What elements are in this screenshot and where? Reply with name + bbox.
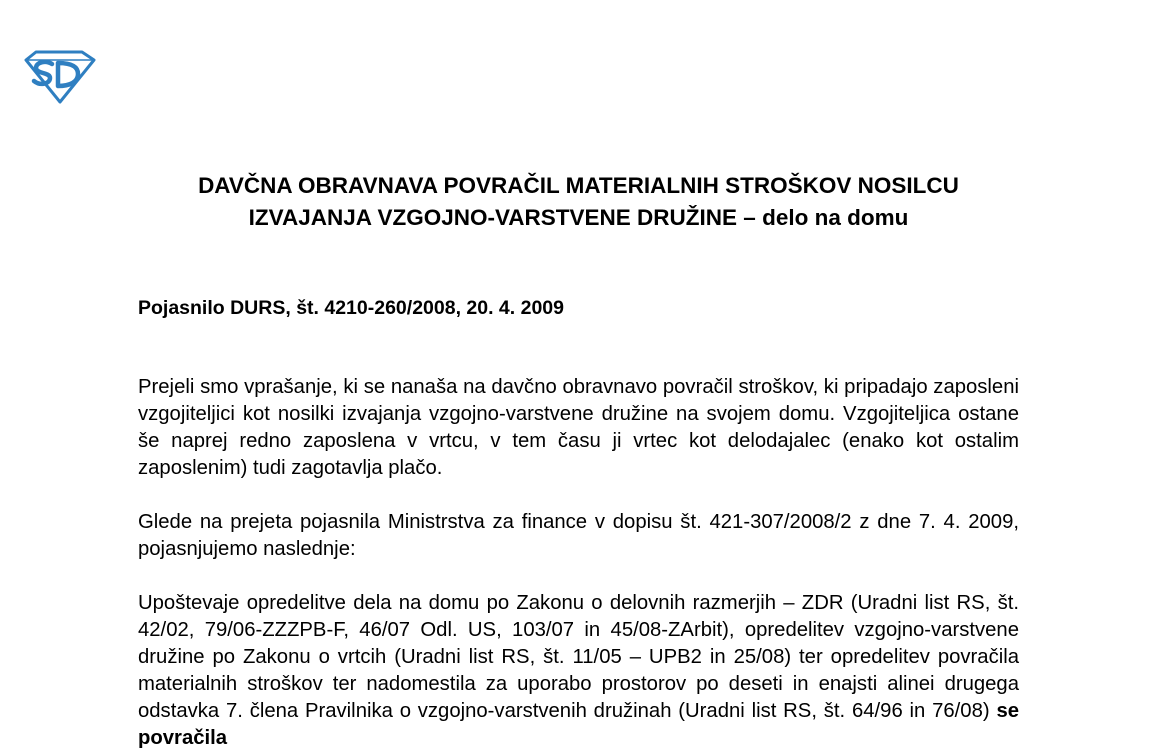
- paragraph-2: Glede na prejeta pojasnila Ministrstva za finance v dopisu št. 421-307/2008/2 z dne 7. 4. 2009, pojasnjujemo naslednje:: [138, 511, 1019, 560]
- paragraph-1: Prejeli smo vprašanje, ki se nanaša na davčno obravnavo povračil stroškov, ki pripadajo zaposleni vzgojiteljici kot nosilki izvajanja vzgojno-varstvene družine na svojem domu. Vzgojiteljica ostane še naprej redno zaposlena v vrtcu, v tem času ji vrtec kot delodajalec (enako kot ostalim zaposlenim) tudi zagotavlja plačo.: [138, 376, 1019, 479]
- paragraph-3-bold-text: se povračila: [138, 700, 1019, 749]
- paragraph-3-text: Upoštevaje opredelitve dela na domu po Zakonu o delovnih razmerjih – ZDR (Uradni list RS, št. 42/02, 79/06-ZZZPB-F, 46/07 Odl. US, 103/07 in 45/08-ZArbit), opredelitev vzgojno-varstvene družine po Zakonu o vrtcih (Uradni list RS, št. 11/05 – UPB2 in 25/08) ter opredelitev povračila materialnih stroškov ter nadomestila za uporabo prostorov po deseti in enajsti alinei drugega odstavka 7. člena Pravilnika o vzgojno-varstvenih družinah (Uradni list RS, št. 64/96 in 76/08): [138, 592, 1019, 722]
- sd-logo-icon: [22, 50, 96, 104]
- document-subtitle: Pojasnilo DURS, št. 4210-260/2008, 20. 4. 2009: [138, 297, 564, 319]
- paragraph-3: [138, 590, 1019, 752]
- document-title: DAVČNA OBRAVNAVA POVRAČIL MATERIALNIH STROŠKOV NOSILCU IZVAJANJA VZGOJNO-VARSTVENE DRUŽINE – delo na domu: [198, 173, 959, 230]
